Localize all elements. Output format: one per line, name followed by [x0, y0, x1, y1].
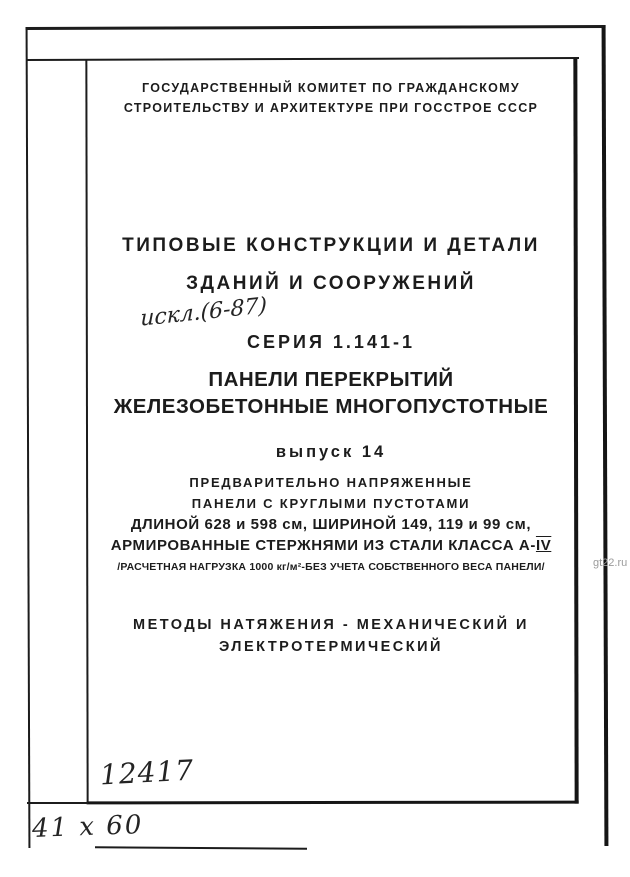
steel-class-designation: IV	[535, 537, 552, 554]
subject-title	[88, 366, 574, 420]
handwritten-size-note: 41 х 60	[31, 810, 144, 844]
spec-dimensions-line: ДЛИНОЙ 628 и 598 см, ШИРИНОЙ 149, 119 и 99 см,	[130, 516, 532, 533]
title-line2: ЗДАНИЙ И СООРУЖЕНИЙ	[186, 273, 476, 294]
bottom-rule-extension	[27, 802, 88, 804]
title-line1: ТИПОВЫЕ КОНСТРУКЦИИ И ДЕТАЛИ	[122, 235, 540, 256]
reinforcement-text: АРМИРОВАННЫЕ СТЕРЖНЯМИ ИЗ СТАЛИ КЛАССА А-	[110, 537, 536, 554]
agency-line1: ГОСУДАРСТВЕННЫЙ КОМИТЕТ ПО ГРАЖДАНСКОМУ	[142, 81, 520, 95]
agency-header	[88, 78, 574, 118]
spec-line2: ПАНЕЛИ С КРУГЛЫМИ ПУСТОТАМИ	[191, 496, 471, 511]
design-load-note: /РАСЧЕТНАЯ НАГРУЗКА 1000 кг/м²-БЕЗ УЧЕТА СОБСТВЕННОГО ВЕСА ПАНЕЛИ/	[117, 561, 545, 573]
tensioning-methods	[88, 614, 574, 658]
spec-reinforcement-line	[88, 537, 574, 554]
agency-line2: СТРОИТЕЛЬСТВУ И АРХИТЕКТУРЕ ПРИ ГОССТРОЕ СССР	[123, 101, 539, 115]
spec-line1: ПРЕДВАРИТЕЛЬНО НАПРЯЖЕННЫЕ	[189, 475, 473, 490]
handwritten-exclusion-note: искл.(6-87)	[140, 293, 267, 332]
watermark-text: gt22.ru	[593, 557, 628, 569]
methods-line1: МЕТОДЫ НАТЯЖЕНИЯ - МЕХАНИЧЕСКИЙ И	[133, 617, 529, 633]
methods-line2: ЭЛЕКТРОТЕРМИЧЕСКИЙ	[219, 639, 443, 655]
handwritten-underline-stroke	[95, 846, 307, 849]
handwritten-inventory-number: 12417	[99, 753, 195, 792]
subject-line1: ПАНЕЛИ ПЕРЕКРЫТИЙ	[208, 368, 454, 391]
series-number: СЕРИЯ 1.141-1	[247, 332, 415, 352]
spec-heading	[88, 472, 574, 514]
subject-line2: ЖЕЛЕЗОБЕТОННЫЕ МНОГОПУСТОТНЫЕ	[113, 395, 549, 418]
issue-number: выпуск 14	[275, 443, 387, 461]
document-title	[88, 227, 574, 303]
content-area	[88, 59, 574, 801]
